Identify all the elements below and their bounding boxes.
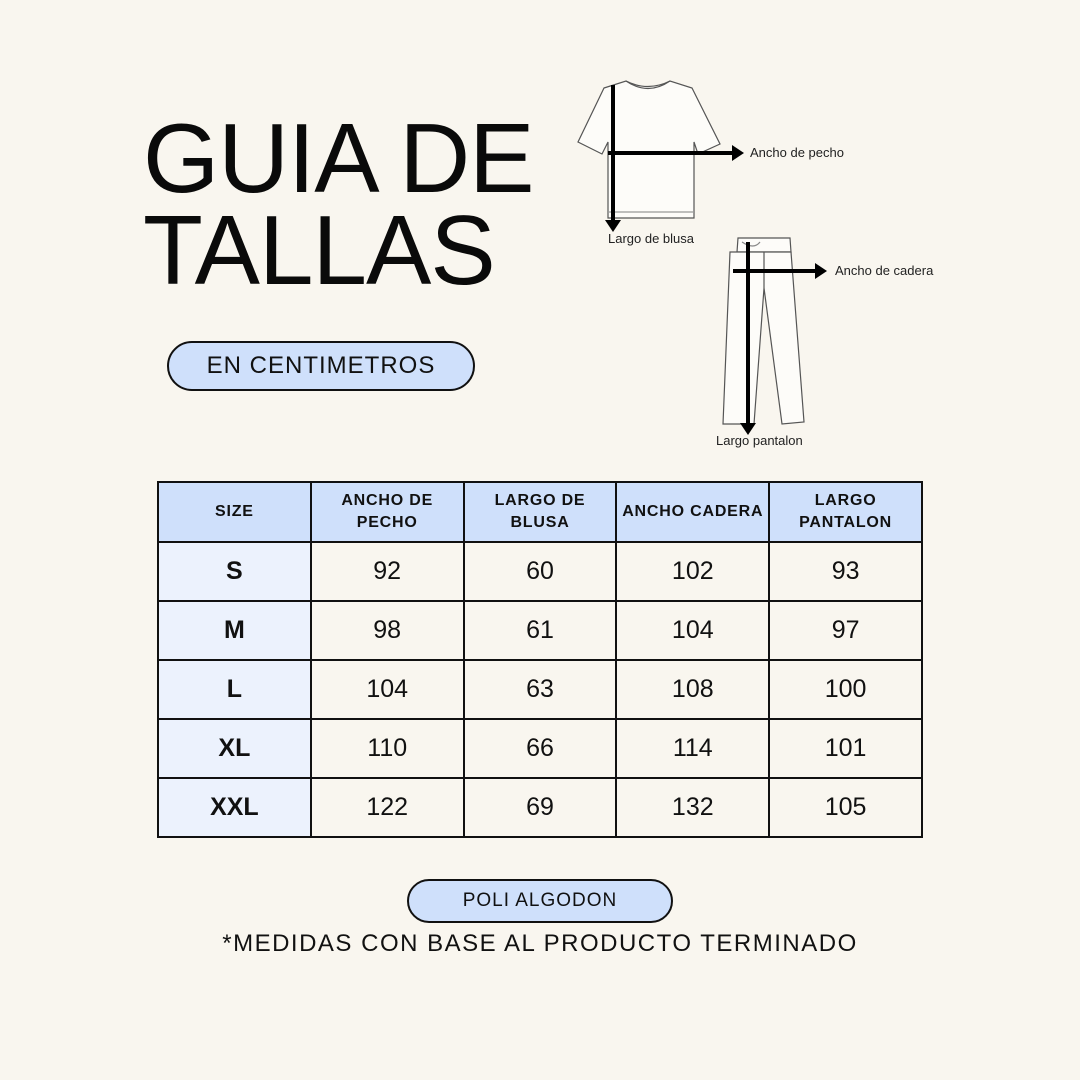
title-line-2: TALLAS [143, 195, 495, 305]
table-row [158, 542, 922, 601]
table-row [158, 601, 922, 660]
size-table [157, 481, 923, 838]
pants-hip-label: Ancho de cadera [835, 263, 934, 278]
pants-length-label: Largo pantalon [716, 433, 803, 448]
garment-diagram [560, 70, 980, 450]
chest-width-cell: 92 [311, 542, 464, 601]
blouse-length-cell: 69 [464, 778, 617, 837]
header-chest-width: ANCHO DE PECHO [311, 482, 464, 542]
pants-illustration [723, 238, 804, 424]
shirt-length-label: Largo de blusa [608, 231, 695, 246]
size-cell: S [158, 542, 311, 601]
pants-length-cell: 93 [769, 542, 922, 601]
footnote: *MEDIDAS CON BASE AL PRODUCTO TERMINADO [222, 930, 858, 957]
hip-width-cell: 104 [616, 601, 769, 660]
chest-width-cell: 122 [311, 778, 464, 837]
units-badge: EN CENTIMETROS [167, 341, 475, 391]
shirt-width-label: Ancho de pecho [750, 145, 844, 160]
header-pants-length: LARGO PANTALON [769, 482, 922, 542]
shirt-illustration [578, 81, 720, 218]
chest-width-cell: 104 [311, 660, 464, 719]
table-header-row [158, 482, 922, 542]
header-size: SIZE [158, 482, 311, 542]
pants-length-cell: 105 [769, 778, 922, 837]
blouse-length-cell: 60 [464, 542, 617, 601]
table-row [158, 719, 922, 778]
hip-width-cell: 102 [616, 542, 769, 601]
size-cell: L [158, 660, 311, 719]
blouse-length-cell: 66 [464, 719, 617, 778]
size-cell: M [158, 601, 311, 660]
chest-width-cell: 98 [311, 601, 464, 660]
header-hip-width: ANCHO CADERA [616, 482, 769, 542]
page-title [143, 103, 534, 305]
title-line-1: GUIA DE [143, 103, 534, 213]
pants-length-cell: 97 [769, 601, 922, 660]
size-cell: XL [158, 719, 311, 778]
hip-width-cell: 132 [616, 778, 769, 837]
size-cell: XXL [158, 778, 311, 837]
header-blouse-length: LARGO DE BLUSA [464, 482, 617, 542]
table-row [158, 778, 922, 837]
pants-length-cell: 100 [769, 660, 922, 719]
chest-width-cell: 110 [311, 719, 464, 778]
material-badge: POLI ALGODON [407, 879, 673, 923]
blouse-length-cell: 61 [464, 601, 617, 660]
hip-width-cell: 108 [616, 660, 769, 719]
blouse-length-cell: 63 [464, 660, 617, 719]
hip-width-cell: 114 [616, 719, 769, 778]
table-row [158, 660, 922, 719]
pants-length-cell: 101 [769, 719, 922, 778]
